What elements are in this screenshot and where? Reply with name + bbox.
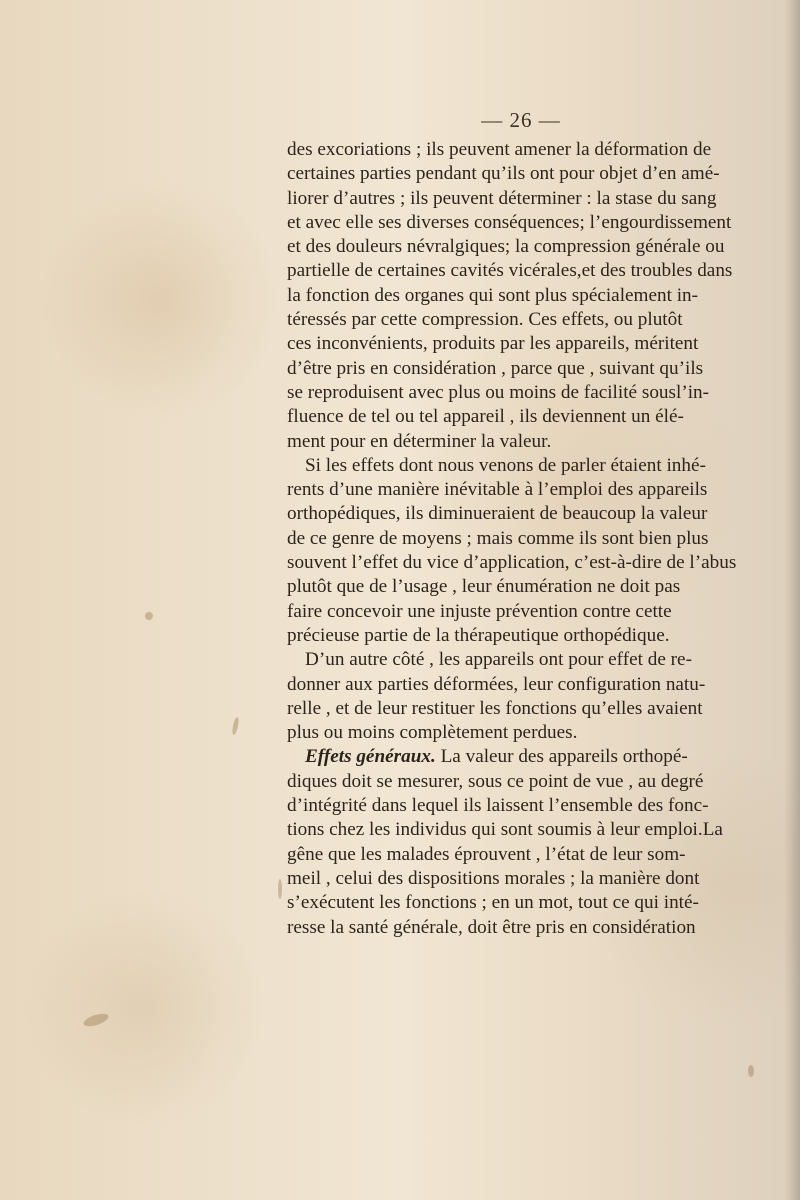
text-line: d’intégrité dans lequel ils laissent l’ensemble des fonc- [287, 795, 709, 817]
text-line: des excoriations ; ils peuvent amener la déformation de [287, 139, 712, 160]
paper-spot [748, 1065, 754, 1077]
text-line: rents d’une manière inévitable à l’emploi des appareils [287, 479, 708, 501]
text-line: ment pour en déterminer la valeur. [287, 430, 552, 452]
text-line: diques doit se mesurer, sous ce point de vue , au degré [287, 770, 704, 792]
text-line: relle , et de leur restituer les fonctions qu’elles avaient [287, 697, 703, 719]
text-line: liorer d’autres ; ils peuvent déterminer : la stase du sang [287, 187, 717, 209]
text-line: et avec elle ses diverses conséquences; l’engourdissement [287, 211, 732, 233]
text-line: certaines parties pendant qu’ils ont pour objet d’en amé- [287, 163, 720, 185]
text-line: téressés par cette compression. Ces effets, ou plutôt [287, 309, 683, 331]
text-line: resse la santé générale, doit être pris en considération [287, 916, 696, 938]
body-text [287, 138, 751, 940]
text-line: précieuse partie de la thérapeutique orthopédique. [287, 624, 670, 646]
text-line: souvent l’effet du vice d’application, c’est-à-dire de l’abus [287, 552, 737, 574]
text-line: de ce genre de moyens ; mais comme ils sont bien plus [287, 527, 709, 549]
text-line: plus ou moins complètement perdues. [287, 722, 578, 744]
text-line: partielle de certaines cavités vicérales,et des troubles dans [287, 260, 733, 282]
text-line: meil , celui des dispositions morales ; la manière dont [287, 867, 700, 889]
paper-spot [231, 717, 240, 736]
text-line: et des douleurs névralgiques; la compression générale ou [287, 236, 725, 258]
section-heading: Effets généraux. [305, 746, 436, 768]
paper-spot [82, 1011, 110, 1029]
text-line: gêne que les malades éprouvent , l’état de leur som- [287, 843, 686, 865]
text-line: fluence de tel ou tel appareil , ils deviennent un élé- [287, 406, 684, 428]
page-number: — 26 — [481, 108, 561, 132]
text-line: s’exécutent les fonctions ; en un mot, tout ce qui inté- [287, 892, 699, 914]
text-line: d’être pris en considération , parce que , suivant qu’ils [287, 357, 704, 379]
paragraph-first-line: D’un autre côté , les appareils ont pour effet de re- [305, 649, 692, 671]
paper-spot [145, 612, 153, 620]
text-line: tions chez les individus qui sont soumis à leur emploi.La [287, 819, 723, 841]
paper-spot [278, 879, 282, 899]
text-line: ces inconvénients, produits par les appareils, méritent [287, 333, 699, 355]
text-line: donner aux parties déformées, leur configuration natu- [287, 673, 706, 695]
text-line: la fonction des organes qui sont plus spécialement in- [287, 284, 699, 306]
text-line: faire concevoir une injuste prévention contre cette [287, 600, 672, 622]
section-paragraph-first-line [287, 745, 751, 769]
text-line: plutôt que de l’usage , leur énumération ne doit pas [287, 576, 681, 598]
text-line: orthopédiques, ils diminueraient de beaucoup la valeur [287, 503, 708, 525]
page-edge-shadow [784, 0, 800, 1200]
section-heading-continuation: La valeur des appareils orthopé- [440, 746, 688, 768]
paragraph-first-line: Si les effets dont nous venons de parler étaient inhé- [305, 454, 706, 476]
text-line: se reproduisent avec plus ou moins de facilité sousl’in- [287, 381, 710, 403]
